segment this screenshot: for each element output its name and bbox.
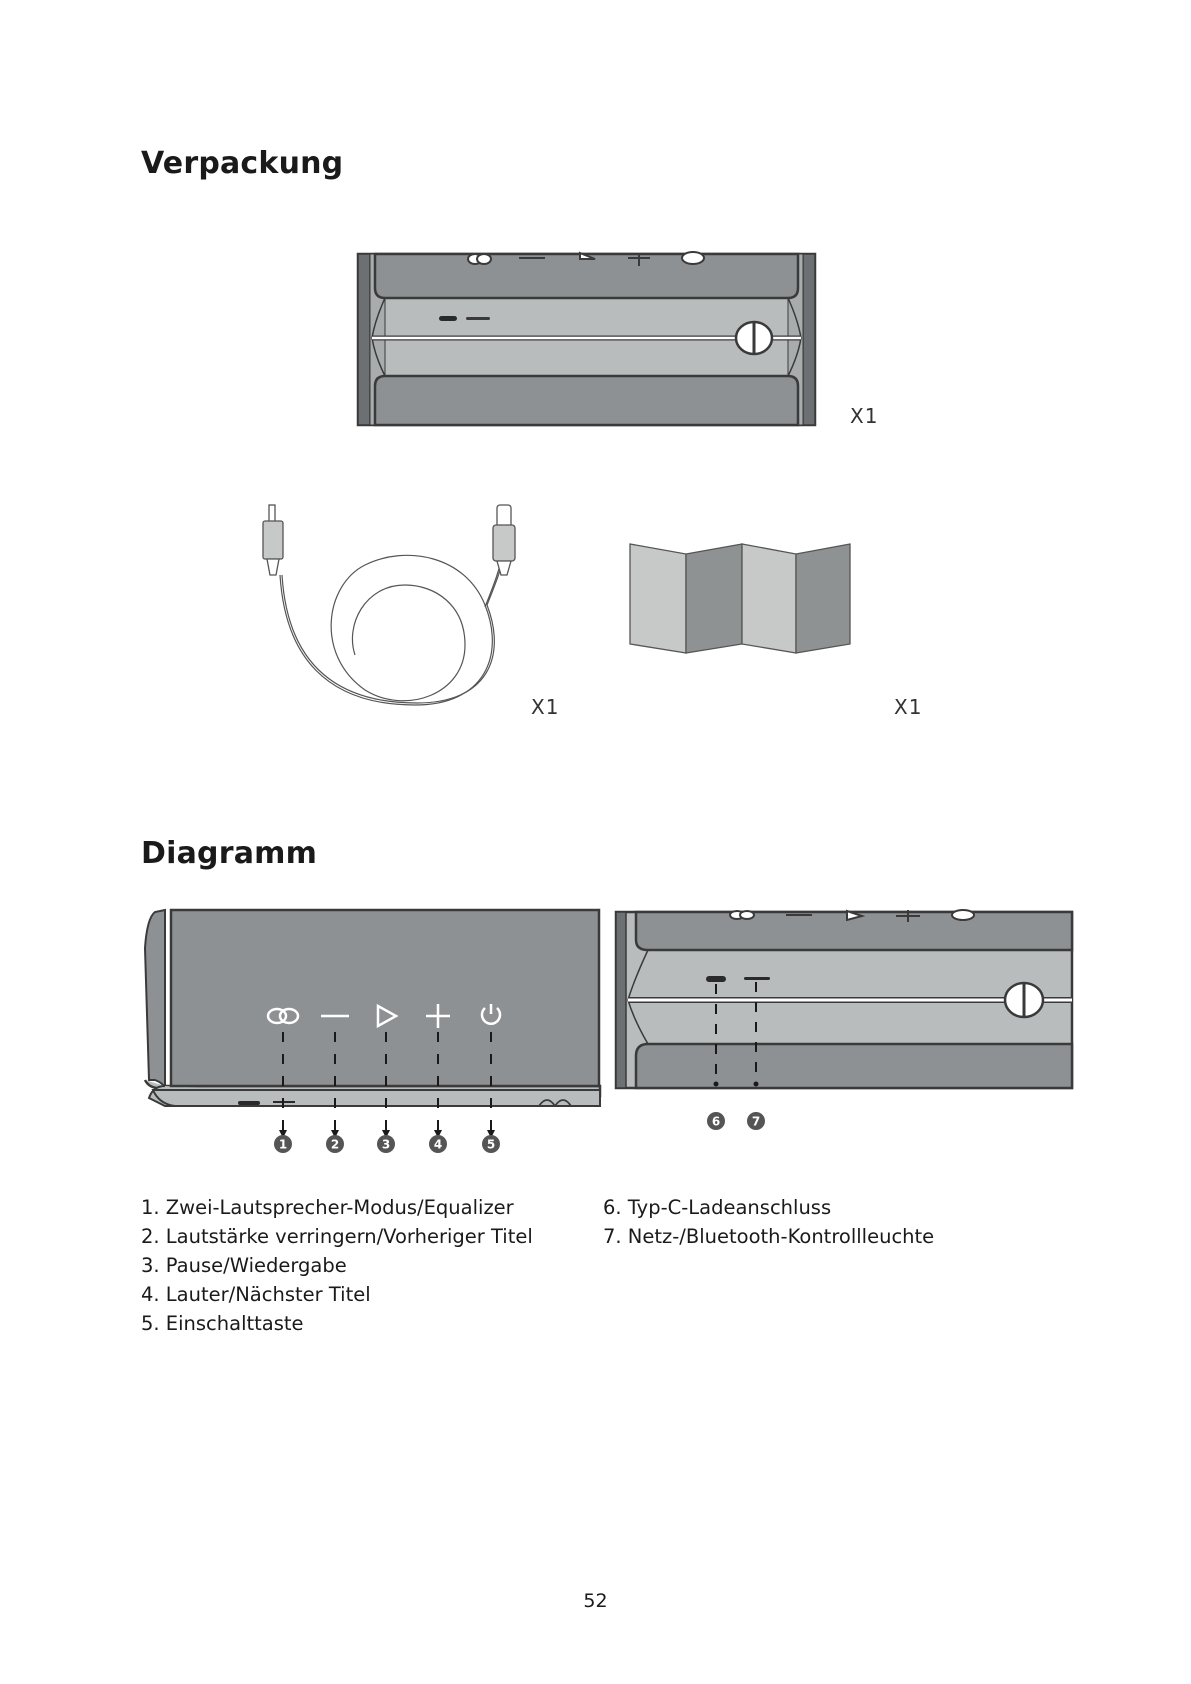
callout-1-label: 1 [278,1137,288,1152]
diagram-side-view [614,910,1074,1090]
callout-5-label: 5 [486,1137,496,1152]
quantity-cable: X1 [531,695,560,719]
led-indicator-icon [744,977,770,980]
legend-left [141,1193,533,1338]
section-title-diagram: Diagramm [141,836,318,871]
section-title-package: Verpackung [141,146,344,181]
page-number: 52 [583,1590,608,1612]
manual-illustration [628,540,853,655]
quantity-manual: X1 [894,695,923,719]
legend-item-1: 1. Zwei-Lautsprecher-Modus/Equalizer [141,1196,514,1219]
legend-right [603,1193,934,1251]
usb-c-port-icon [706,976,726,982]
quantity-speaker: X1 [850,404,879,428]
callout-3-label: 3 [381,1137,391,1152]
legend-item-3: 3. Pause/Wiedergabe [141,1254,347,1277]
callouts-left [260,1131,520,1157]
callout-2-label: 2 [330,1137,340,1152]
usb-cable-illustration [255,505,535,715]
callout-6-label: 6 [711,1114,721,1129]
legend-item-2: 2. Lautstärke verringern/Vorheriger Titel [141,1225,533,1248]
callout-4-label: 4 [433,1137,443,1152]
legend-item-6: 6. Typ-C-Ladeanschluss [603,1196,832,1219]
legend-item-5: 5. Einschalttaste [141,1312,304,1335]
diagram-top-view [145,908,605,1168]
legend-item-7: 7. Netz-/Bluetooth-Kontrollleuchte [603,1225,935,1248]
callouts-right [704,1108,774,1134]
callout-7-label: 7 [751,1114,761,1129]
legend-item-4: 4. Lauter/Nächster Titel [141,1283,371,1306]
speaker-illustration [350,250,820,430]
